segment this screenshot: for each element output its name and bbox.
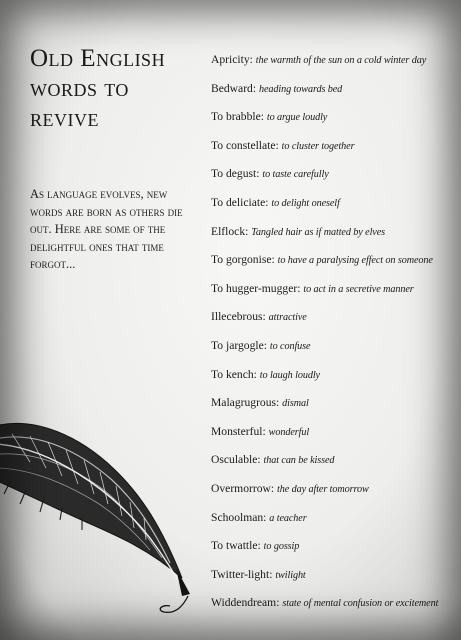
entry-definition: to laugh loudly [259, 369, 320, 381]
entry-term: To deliciate: [211, 195, 269, 209]
entry-definition: to delight oneself [271, 197, 340, 209]
entry-definition: to cluster together [281, 140, 355, 152]
list-item [211, 508, 459, 537]
entry-definition: dismal [282, 398, 309, 410]
entry-term: Monsterful: [211, 424, 266, 438]
entry-definition: heading towards bed [258, 83, 343, 95]
list-item [211, 393, 459, 422]
entry-definition: twilight [275, 569, 306, 581]
list-item [211, 279, 459, 308]
entry-definition: the warmth of the sun on a cold winter day [255, 55, 427, 66]
entry-term: To kench: [211, 367, 257, 381]
list-item [211, 565, 459, 594]
entry-term: Twitter-light: [211, 567, 273, 581]
list-item [211, 193, 459, 222]
list-item [211, 479, 459, 508]
list-item [211, 50, 459, 79]
list-item [211, 79, 459, 108]
quill-pen-icon [0, 418, 200, 618]
list-item [211, 164, 459, 193]
entry-term: Overmorrow: [211, 481, 275, 495]
entry-definition: state of mental confusion or excitement [282, 598, 439, 610]
entry-term: Widdendream: [211, 596, 280, 610]
entry-term: To twattle: [211, 539, 261, 553]
word-list [211, 50, 459, 622]
entry-definition: that can be kissed [263, 455, 335, 467]
entry-definition: to act in a secretive manner [303, 283, 414, 295]
entry-definition: to confuse [269, 340, 311, 352]
entry-term: Osculable: [211, 453, 261, 467]
entry-term: Schoolman: [211, 510, 267, 524]
entry-definition: attractive [268, 312, 307, 324]
entry-term: To gorgonise: [211, 253, 275, 267]
entry-term: Bedward: [211, 81, 257, 95]
entry-term: To hugger-mugger: [211, 281, 301, 295]
entry-definition: to taste carefully [262, 169, 329, 181]
entry-definition: wonderful [268, 426, 310, 438]
entry-term: To jargogle: [211, 338, 267, 352]
list-item [211, 450, 459, 479]
list-item [211, 536, 459, 565]
entry-term: To brabble: [211, 110, 264, 124]
entry-definition: a teacher [269, 512, 307, 524]
page-title: Old English words to revive [30, 45, 166, 132]
list-item [211, 593, 459, 622]
list-item [211, 365, 459, 394]
list-item [211, 222, 459, 251]
entry-term: Apricity: [211, 53, 253, 66]
list-item [211, 250, 459, 279]
list-item [211, 107, 459, 136]
entry-definition: the day after tomorrow [277, 483, 369, 495]
entry-term: Malagrugrous: [211, 396, 280, 410]
entry-definition: to have a paralysing effect on someone [277, 255, 433, 267]
entry-term: Illecebrous: [211, 310, 266, 324]
entry-term: To constellate: [211, 138, 279, 152]
entry-definition: to gossip [263, 541, 300, 553]
intro-text: As language evolves, new words are born as others die out. Here are some of the delightful ones that time forgot... [30, 187, 183, 271]
list-item [211, 336, 459, 365]
entry-term: Elflock: [211, 224, 249, 238]
entry-definition: to argue loudly [266, 112, 328, 124]
list-item [211, 307, 459, 336]
list-item [211, 422, 459, 451]
entry-definition: Tangled hair as if matted by elves [251, 226, 386, 238]
list-item [211, 136, 459, 165]
entry-term: To degust: [211, 167, 260, 181]
